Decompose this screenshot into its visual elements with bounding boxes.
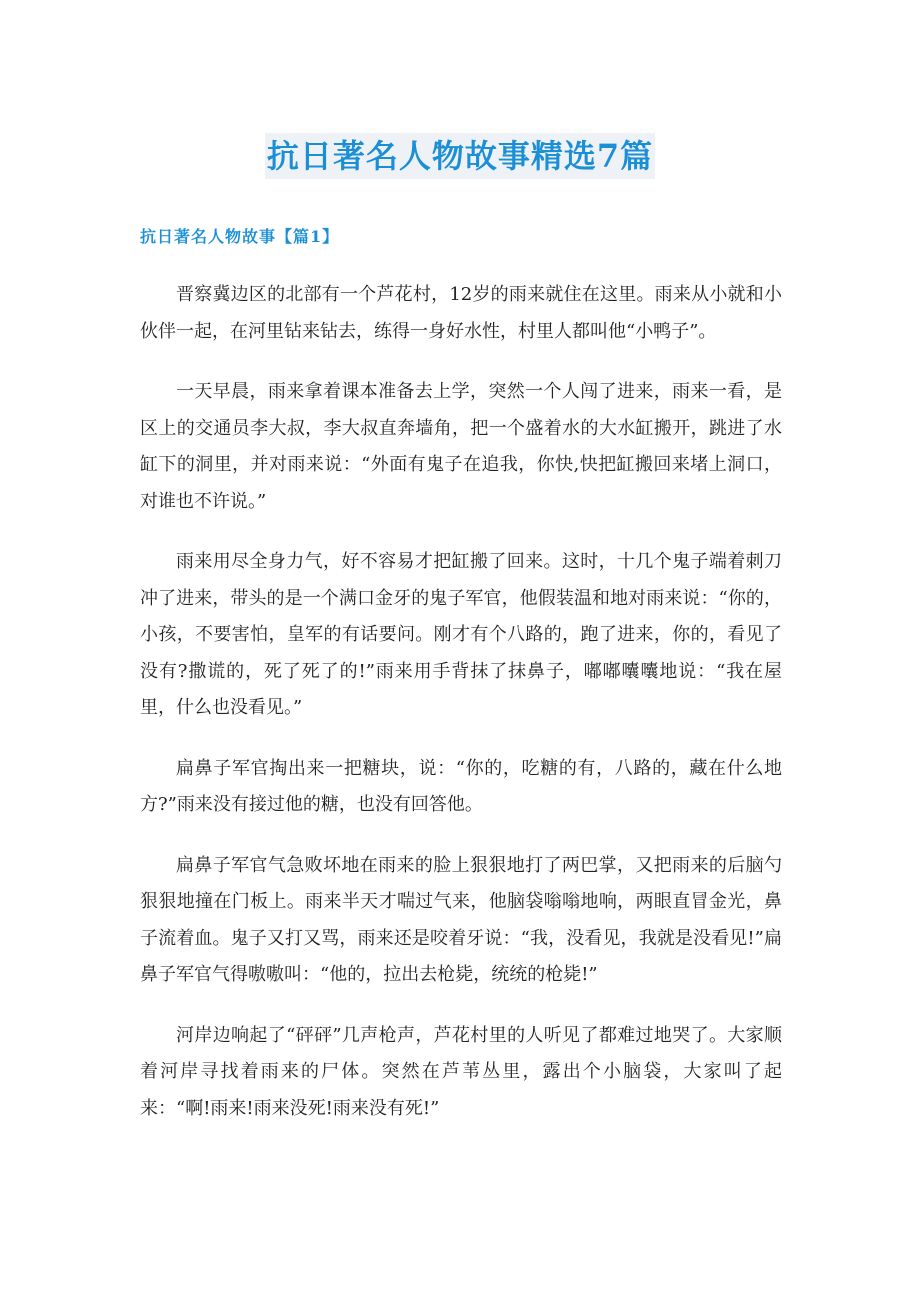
story-body	[140, 277, 782, 1151]
paragraph-3: 雨来用尽全身力气，好不容易才把缸搬了回来。这时，十几个鬼子端着刺刀冲了进来，带头的是一个满口金牙的鬼子军官，他假装温和地对雨来说：“你的，小孩，不要害怕，皇军的有话要问。刚才有个八路的，跑了进来，你的，看见了没有?撒谎的，死了死了的!”雨来用手背抹了抹鼻子，嘟嘟囔囔地说：“我在屋里，什么也没看见。”	[140, 551, 782, 718]
title-container	[0, 133, 920, 179]
paragraph-1: 晋察冀边区的北部有一个芦花村，12岁的雨来就住在这里。雨来从小就和小伙伴一起，在河里钻来钻去，练得一身好水性，村里人都叫他“小鸭子”。	[140, 284, 782, 342]
paragraph-4: 扁鼻子军官掏出来一把糖块，说：“你的，吃糖的有，八路的，藏在什么地方?”雨来没有接过他的糖，也没有回答他。	[140, 757, 782, 815]
paragraph-5: 扁鼻子军官气急败坏地在雨来的脸上狠狠地打了两巴掌，又把雨来的后脑勺狠狠地撞在门板上。雨来半天才喘过气来，他脑袋嗡嗡地响，两眼直冒金光，鼻子流着血。鬼子又打又骂，雨来还是咬着牙说：“我，没看见，我就是没看见!”扁鼻子军官气得嗷嗷叫：“他的，拉出去枪毙，统统的枪毙!”	[140, 854, 782, 985]
document-title: 抗日著名人物故事精选7篇	[265, 133, 655, 179]
paragraph-6: 河岸边响起了“砰砰”几声枪声，芦花村里的人听见了都难过地哭了。大家顺着河岸寻找着雨来的尸体。突然在芦苇丛里，露出个小脑袋，大家叫了起来：“啊!雨来!雨来没死!雨来没有死!”	[140, 1024, 782, 1119]
paragraph-2: 一天早晨，雨来拿着课本准备去上学，突然一个人闯了进来，雨来一看，是区上的交通员李大叔，李大叔直奔墙角，把一个盛着水的大水缸搬开，跳进了水缸下的洞里，并对雨来说：“外面有鬼子在追我，你快,快把缸搬回来堵上洞口，对谁也不许说。”	[140, 381, 782, 512]
section-heading: 抗日著名人物故事【篇1】	[140, 227, 340, 246]
